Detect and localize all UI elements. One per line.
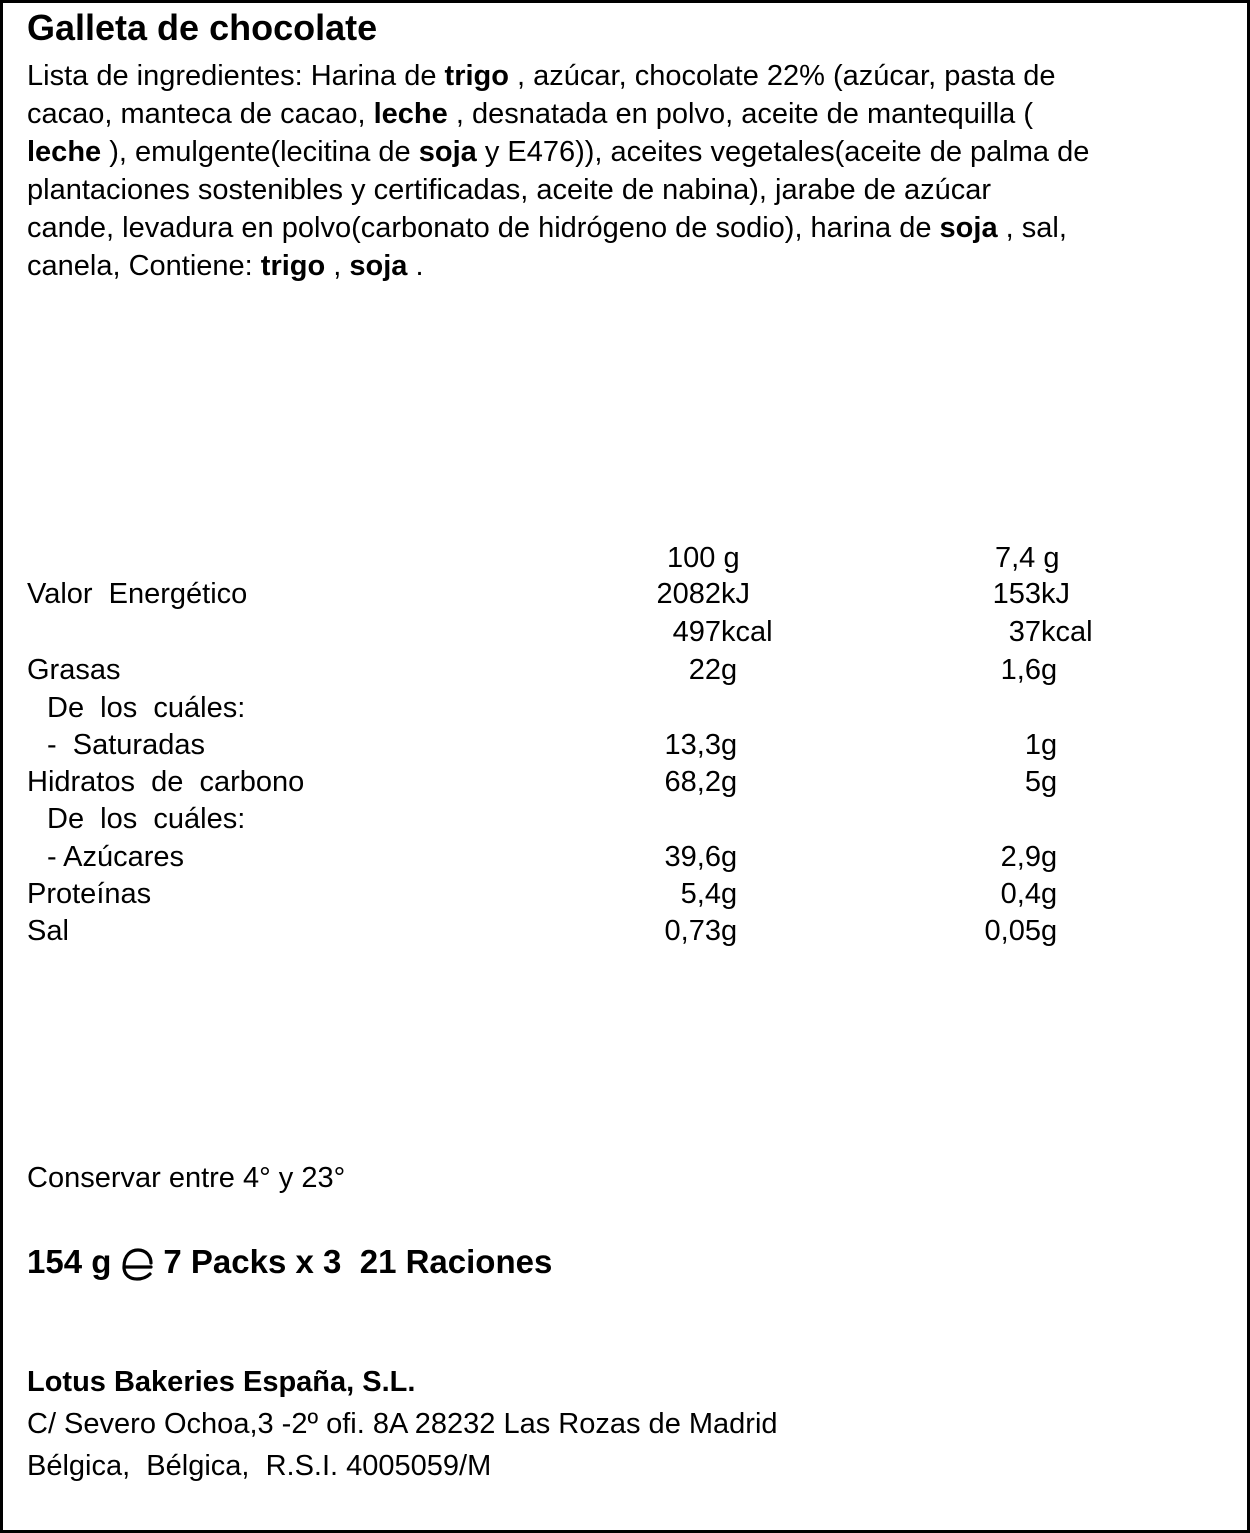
nutrition-row <box>3 613 1250 651</box>
nutrient-name: - Saturadas <box>47 729 205 761</box>
allergen-highlight: trigo <box>260 250 326 282</box>
ingredients-text: ), emulgente(lecitina de <box>101 136 419 168</box>
unit-per-serving: kJ <box>1041 578 1070 610</box>
nutrition-row <box>3 651 1250 689</box>
value-per-100g: 39,6 <box>664 841 721 873</box>
nutrient-name: - Azúcares <box>47 841 184 873</box>
ingredients-text: canela, Contiene: <box>27 250 261 282</box>
ingredients-list <box>27 57 1232 285</box>
ingredients-text: cande, levadura en polvo(carbonato de hidrógeno de sodio), harina de <box>27 212 940 244</box>
nutrient-name: De los cuáles: <box>47 803 246 835</box>
unit-per-serving: g <box>1041 841 1058 873</box>
allergen-highlight: soja <box>349 250 408 282</box>
company-address: C/ Severo Ochoa,3 -2º ofi. 8A 28232 Las Rozas de Madrid <box>27 1408 778 1440</box>
nutrition-header-per-100g: 100 g <box>667 542 740 574</box>
allergen-highlight: trigo <box>444 60 509 92</box>
nutrient-name: Sal <box>27 915 69 947</box>
product-title: Galleta de chocolate <box>27 7 378 48</box>
ingredients-text: , azúcar, chocolate 22% (azúcar, pasta de <box>508 60 1056 92</box>
ingredients-text: . <box>407 250 424 282</box>
nutrition-header-per-serving: 7,4 g <box>995 542 1060 574</box>
ingredients-text: , sal, <box>997 212 1067 244</box>
value-per-100g: 0,73 <box>664 915 721 947</box>
nutrition-row <box>3 838 1250 876</box>
nutrition-row <box>3 763 1250 801</box>
nutrition-row <box>3 800 1250 838</box>
estimated-sign-icon <box>117 1241 157 1283</box>
value-per-100g: 22 <box>688 654 721 686</box>
unit-per-serving: g <box>1041 766 1058 798</box>
unit-per-100g: kJ <box>721 578 750 610</box>
value-per-100g: 2082 <box>656 578 721 610</box>
unit-per-serving: g <box>1041 729 1058 761</box>
ingredients-line <box>27 209 1232 247</box>
allergen-highlight: soja <box>939 212 998 244</box>
nutrient-name: Hidratos de carbono <box>27 766 305 798</box>
ingredients-line <box>27 247 1232 285</box>
nutrition-row <box>3 875 1250 913</box>
ingredients-text: , <box>325 250 350 282</box>
ingredients-text: Lista de ingredientes: Harina de <box>27 60 445 92</box>
net-quantity <box>27 1241 552 1283</box>
nutrition-row <box>3 575 1250 613</box>
unit-per-serving: g <box>1041 654 1058 686</box>
allergen-highlight: leche <box>27 136 102 168</box>
value-per-serving: 1 <box>1024 729 1041 761</box>
value-per-serving: 1,6 <box>1000 654 1041 686</box>
unit-per-100g: g <box>721 729 738 761</box>
value-per-100g: 497 <box>672 616 721 648</box>
value-per-100g: 5,4 <box>680 878 721 910</box>
company-name: Lotus Bakeries España, S.L. <box>27 1366 416 1398</box>
net-weight: 154 g <box>27 1243 112 1280</box>
ingredients-line <box>27 95 1232 133</box>
unit-per-serving: g <box>1041 878 1058 910</box>
ingredients-line <box>27 171 1232 209</box>
unit-per-100g: g <box>721 841 738 873</box>
ingredients-line <box>27 133 1232 171</box>
value-per-serving: 0,4 <box>1000 878 1041 910</box>
unit-per-100g: g <box>721 654 738 686</box>
ingredients-text: , desnatada en polvo, aceite de mantequilla ( <box>447 98 1034 130</box>
allergen-highlight: soja <box>418 136 477 168</box>
nutrient-name: Proteínas <box>27 878 152 910</box>
allergen-highlight: leche <box>373 98 448 130</box>
value-per-serving: 2,9 <box>1000 841 1041 873</box>
nutrient-name: Grasas <box>27 654 121 686</box>
unit-per-serving: g <box>1041 915 1058 947</box>
unit-per-100g: g <box>721 878 738 910</box>
ingredients-line <box>27 57 1232 95</box>
unit-per-100g: kcal <box>721 616 773 648</box>
storage-instructions: Conservar entre 4° y 23° <box>27 1162 346 1194</box>
ingredients-text: y E476)), aceites vegetales(aceite de palma de <box>476 136 1090 168</box>
unit-per-100g: g <box>721 766 738 798</box>
ingredients-text: cacao, manteca de cacao, <box>27 98 374 130</box>
value-per-serving: 5 <box>1024 766 1041 798</box>
packs-servings: 7 Packs x 3 21 Raciones <box>163 1243 553 1280</box>
nutrient-name: Valor Energético <box>27 578 248 610</box>
unit-per-100g: g <box>721 915 738 947</box>
nutrition-row <box>3 912 1250 950</box>
nutrition-header-row <box>3 539 1250 577</box>
value-per-serving: 153 <box>992 578 1041 610</box>
ingredients-text: plantaciones sostenibles y certificadas, aceite de nabina), jarabe de azúcar <box>27 174 992 206</box>
value-per-serving: 37 <box>1008 616 1041 648</box>
company-origin-registry: Bélgica, Bélgica, R.S.I. 4005059/M <box>27 1450 492 1482</box>
value-per-100g: 68,2 <box>664 766 721 798</box>
nutrition-row <box>3 726 1250 764</box>
value-per-100g: 13,3 <box>664 729 721 761</box>
nutrient-name: De los cuáles: <box>47 692 246 724</box>
unit-per-serving: kcal <box>1041 616 1093 648</box>
nutrition-row <box>3 689 1250 727</box>
value-per-serving: 0,05 <box>984 915 1041 947</box>
